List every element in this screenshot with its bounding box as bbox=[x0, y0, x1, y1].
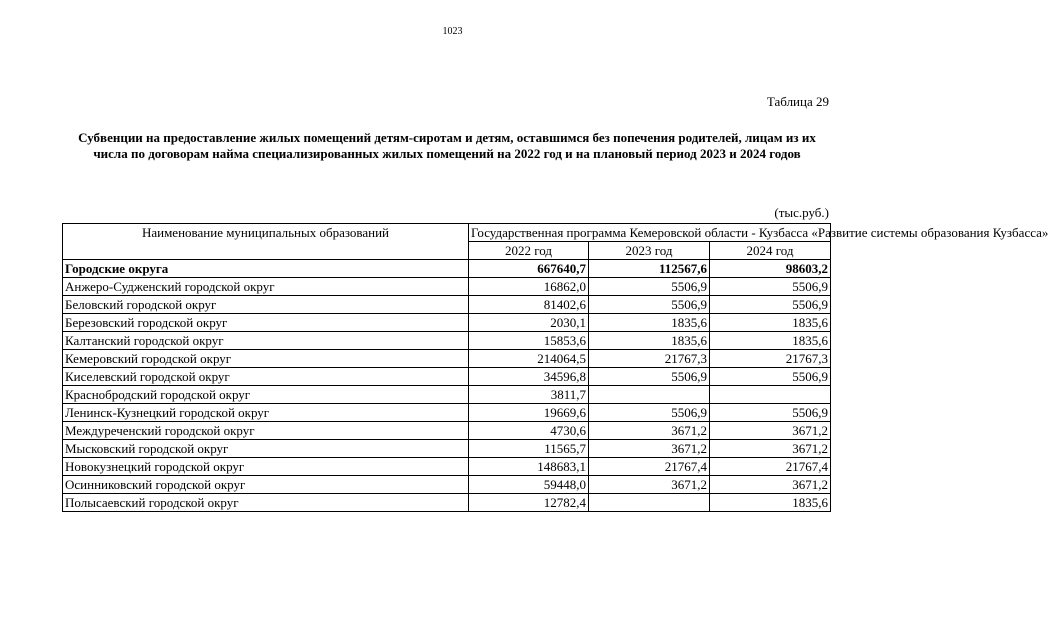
table-row bbox=[63, 494, 831, 512]
column-header-2023: 2023 год bbox=[589, 242, 710, 260]
value-2024: 5506,9 bbox=[710, 296, 831, 314]
value-2023 bbox=[589, 386, 710, 404]
row-name: Березовский городской округ bbox=[63, 314, 469, 332]
value-2024: 21767,4 bbox=[710, 458, 831, 476]
table-row bbox=[63, 296, 831, 314]
value-2022: 2030,1 bbox=[469, 314, 589, 332]
value-2023: 5506,9 bbox=[589, 278, 710, 296]
row-name: Калтанский городской округ bbox=[63, 332, 469, 350]
row-name: Полысаевский городской округ bbox=[63, 494, 469, 512]
table-row bbox=[63, 368, 831, 386]
value-2023: 3671,2 bbox=[589, 422, 710, 440]
value-2023: 3671,2 bbox=[589, 440, 710, 458]
value-2024: 3671,2 bbox=[710, 422, 831, 440]
row-name: Городские округа bbox=[63, 260, 469, 278]
table-row bbox=[63, 278, 831, 296]
table-row bbox=[63, 476, 831, 494]
value-2024: 3671,2 bbox=[710, 476, 831, 494]
value-2022: 3811,7 bbox=[469, 386, 589, 404]
value-2024: 1835,6 bbox=[710, 332, 831, 350]
row-name: Беловский городской округ bbox=[63, 296, 469, 314]
value-2023: 5506,9 bbox=[589, 404, 710, 422]
value-2023 bbox=[589, 494, 710, 512]
value-2023: 112567,6 bbox=[589, 260, 710, 278]
value-2023: 5506,9 bbox=[589, 368, 710, 386]
value-2023: 5506,9 bbox=[589, 296, 710, 314]
value-2022: 19669,6 bbox=[469, 404, 589, 422]
program-header: Государственная программа Кемеровской области - Кузбасса «Развитие системы образования Кузбасса» bbox=[469, 224, 831, 242]
value-2022: 16862,0 bbox=[469, 278, 589, 296]
table-row bbox=[63, 458, 831, 476]
document-title: Субвенции на предоставление жилых помещений детям-сиротам и детям, оставшимся без попечения родителей, лицам из их числа по договорам найма специализированных жилых помещений на 2022 год и на плановый период 2023 и 2024 годов bbox=[78, 130, 816, 161]
table-row bbox=[63, 314, 831, 332]
value-2022: 148683,1 bbox=[469, 458, 589, 476]
value-2022: 11565,7 bbox=[469, 440, 589, 458]
value-2024: 1835,6 bbox=[710, 314, 831, 332]
value-2024: 3671,2 bbox=[710, 440, 831, 458]
row-name: Киселевский городской округ bbox=[63, 368, 469, 386]
value-2022: 667640,7 bbox=[469, 260, 589, 278]
value-2023: 1835,6 bbox=[589, 332, 710, 350]
total-row bbox=[63, 260, 831, 278]
value-2022: 34596,8 bbox=[469, 368, 589, 386]
value-2023: 21767,4 bbox=[589, 458, 710, 476]
value-2023: 3671,2 bbox=[589, 476, 710, 494]
row-name: Мысковский городской округ bbox=[63, 440, 469, 458]
value-2022: 15853,6 bbox=[469, 332, 589, 350]
value-2024: 1835,6 bbox=[710, 494, 831, 512]
value-2023: 1835,6 bbox=[589, 314, 710, 332]
row-name: Новокузнецкий городской округ bbox=[63, 458, 469, 476]
table-label: Таблица 29 bbox=[766, 94, 829, 109]
page-number: 1023 bbox=[442, 26, 463, 37]
table-row bbox=[63, 386, 831, 404]
row-name: Кемеровский городской округ bbox=[63, 350, 469, 368]
table-row bbox=[63, 422, 831, 440]
value-2024: 21767,3 bbox=[710, 350, 831, 368]
table-row bbox=[63, 404, 831, 422]
table-body bbox=[63, 260, 831, 512]
value-2022: 4730,6 bbox=[469, 422, 589, 440]
value-2022: 12782,4 bbox=[469, 494, 589, 512]
row-name: Анжеро-Судженский городской округ bbox=[63, 278, 469, 296]
value-2024: 98603,2 bbox=[710, 260, 831, 278]
value-2022: 81402,6 bbox=[469, 296, 589, 314]
row-name: Осинниковский городской округ bbox=[63, 476, 469, 494]
value-2022: 214064,5 bbox=[469, 350, 589, 368]
units-label: (тыс.руб.) bbox=[774, 205, 829, 220]
value-2023: 21767,3 bbox=[589, 350, 710, 368]
column-header-name: Наименование муниципальных образований bbox=[63, 224, 469, 260]
column-header-2022: 2022 год bbox=[469, 242, 589, 260]
column-header-2024: 2024 год bbox=[710, 242, 831, 260]
subsidy-table bbox=[62, 223, 1048, 512]
value-2024: 5506,9 bbox=[710, 368, 831, 386]
value-2024 bbox=[710, 386, 831, 404]
table-row bbox=[63, 440, 831, 458]
row-name: Междуреченский городской округ bbox=[63, 422, 469, 440]
value-2022: 59448,0 bbox=[469, 476, 589, 494]
table-row bbox=[63, 350, 831, 368]
value-2024: 5506,9 bbox=[710, 278, 831, 296]
table-row bbox=[63, 332, 831, 350]
row-name: Краснобродский городской округ bbox=[63, 386, 469, 404]
value-2024: 5506,9 bbox=[710, 404, 831, 422]
row-name: Ленинск-Кузнецкий городской округ bbox=[63, 404, 469, 422]
